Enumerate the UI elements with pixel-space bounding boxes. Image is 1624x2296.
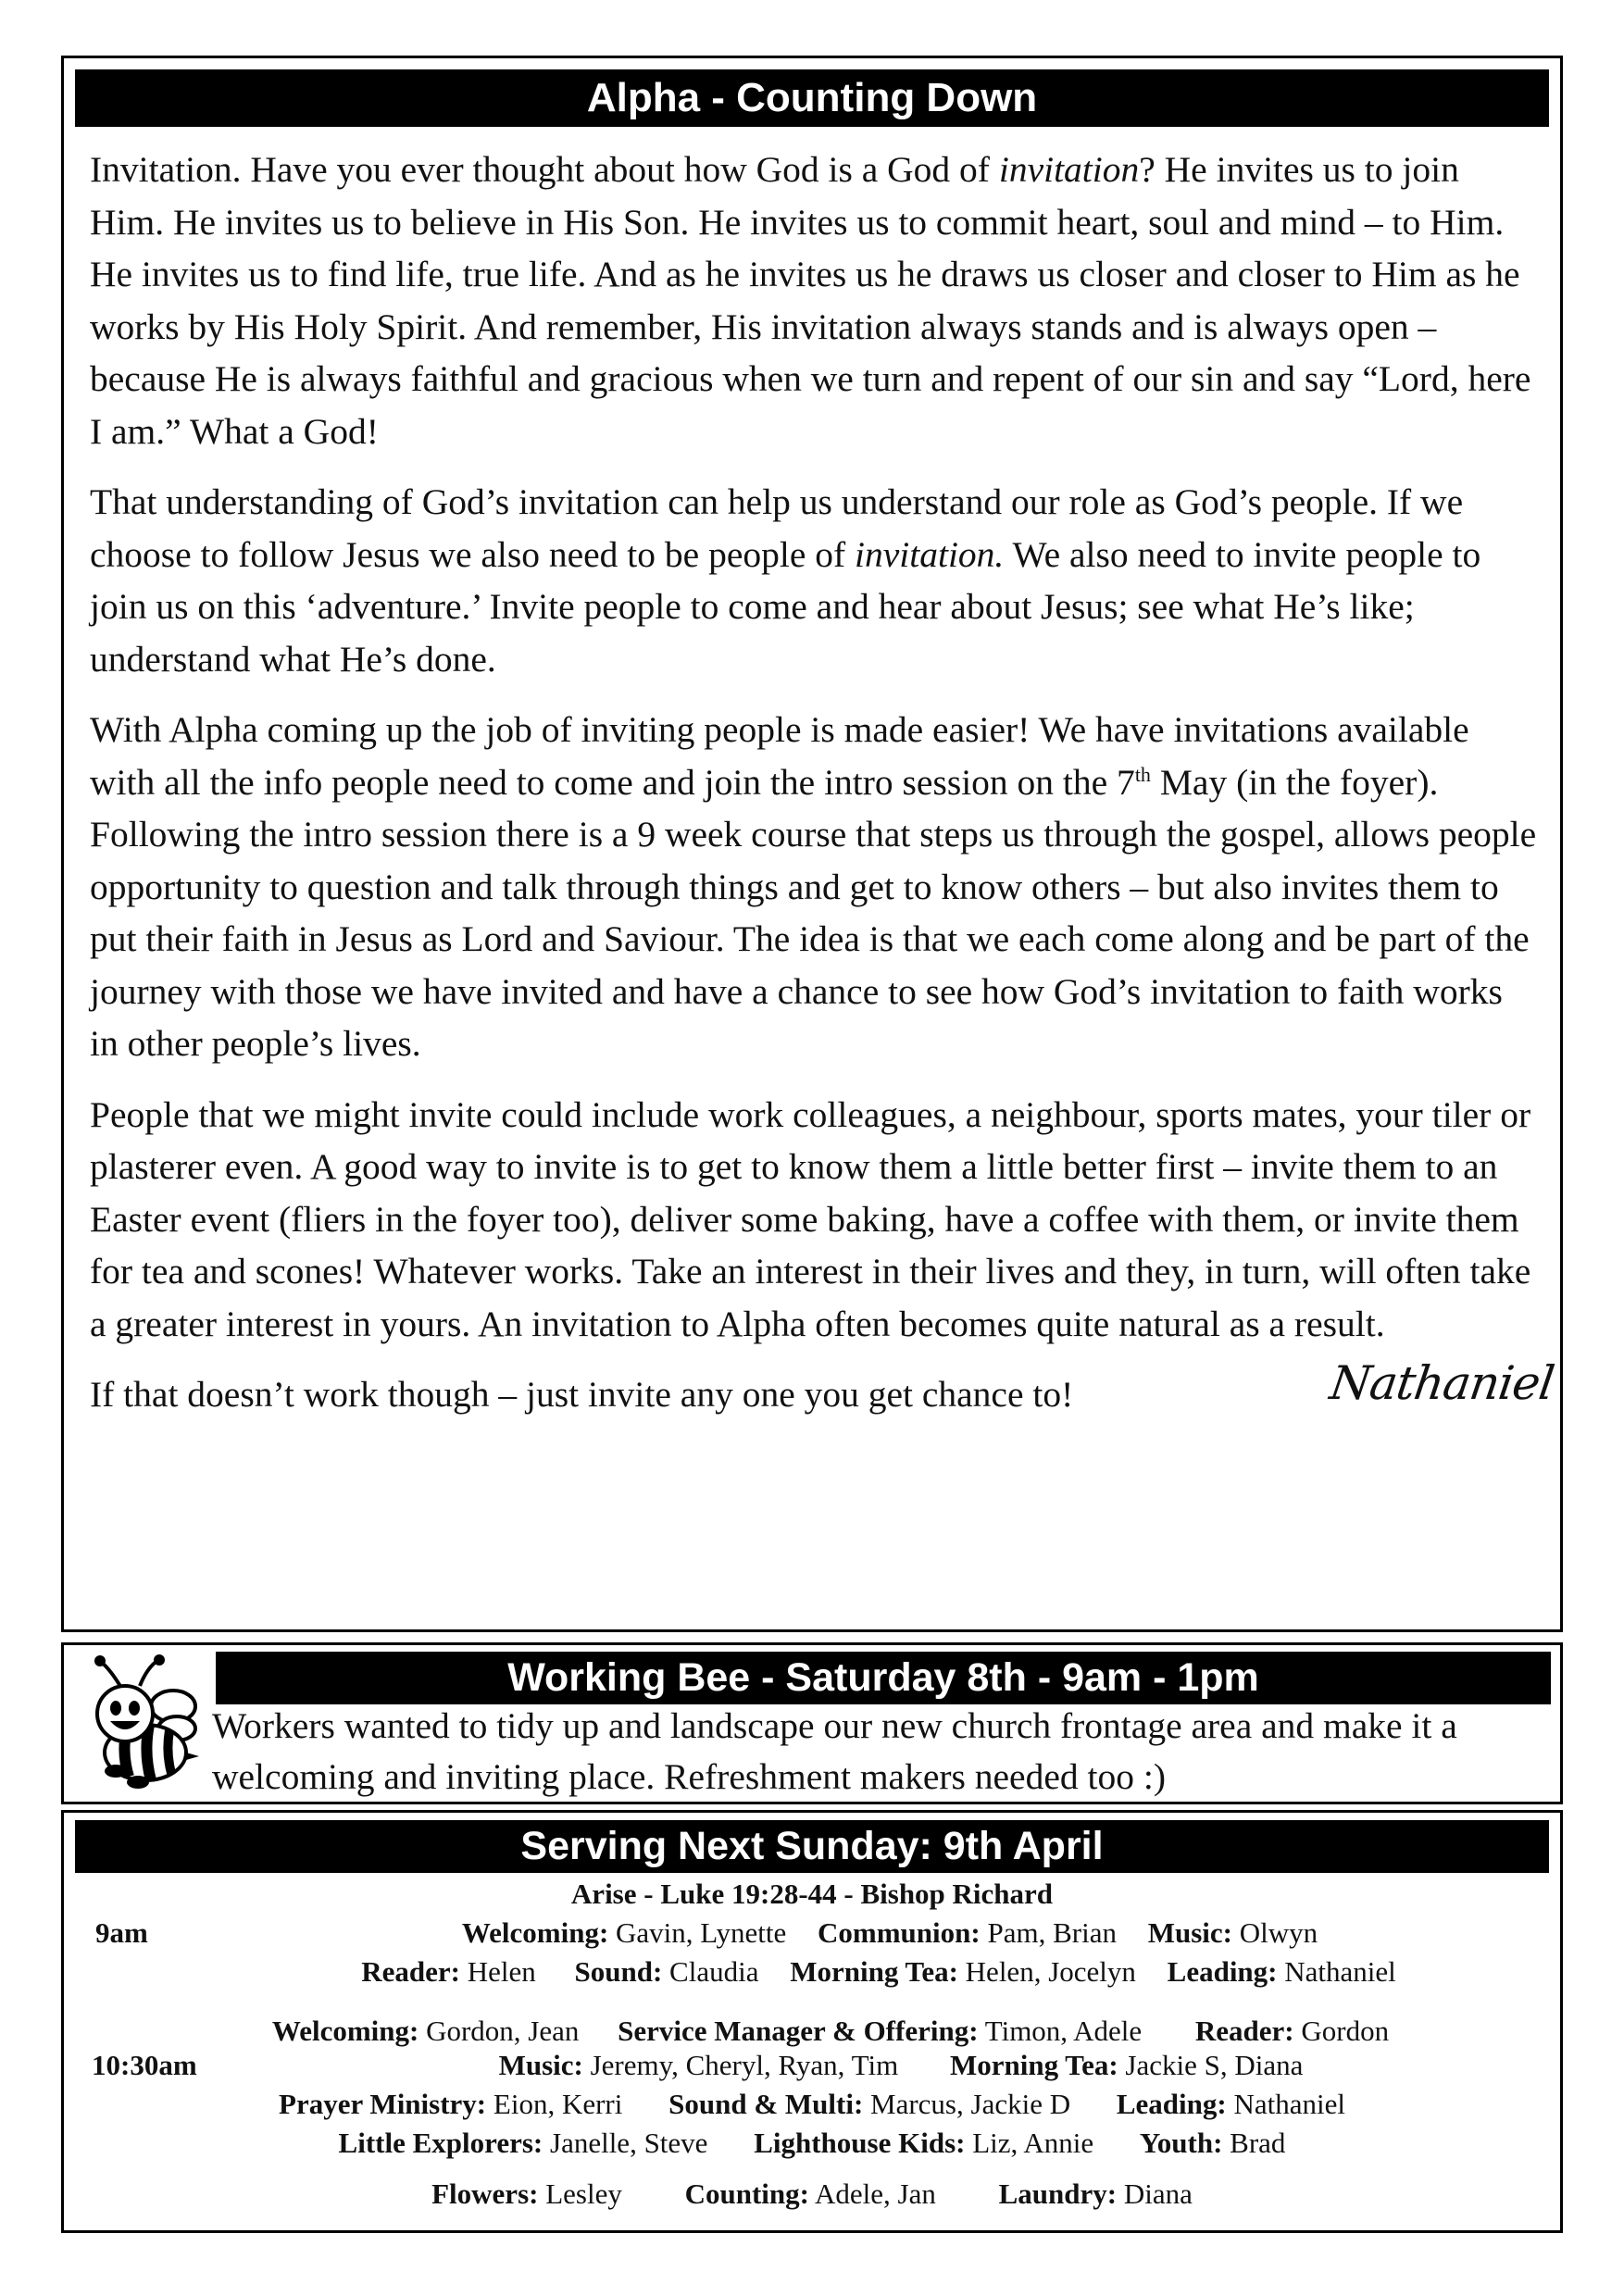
p2-text-a: That understanding of God’s invitation can help us understand our role as God’s people. If we choose to follow Jesus we also need to be people of <box>90 481 1464 575</box>
serving-roster <box>61 1810 1563 2233</box>
roster-9am-line-2 <box>64 1955 1624 1989</box>
roster-1030-line-1 <box>64 2015 1579 2048</box>
roster-1030-line-4 <box>64 2127 1560 2160</box>
p2-text-b: We also need to invite people to join us on this ‘adventure.’ Invite people to come and hear about Jesus; see what He’s like; understand what He’s done. <box>90 533 1481 680</box>
p3-superscript: th <box>1134 762 1151 786</box>
value: Jeremy, Cheryl, Ryan, Tim <box>590 2049 899 2081</box>
label: Service Manager & Offering: <box>618 2015 979 2047</box>
working-bee-notice <box>61 1642 1563 1804</box>
alpha-paragraph-4: People that we might invite could include work colleagues, a neighbour, sports mates, your tiler or plasterer even. A good way to invite is to get to know them a little better first – invite them to an Easter event (fliers in the foyer too), deliver some baking, have a coffee with them, or invite them for tea and scones! Whatever works. Take an interest in their lives and they, in turn, will often take a greater interest in yours. An invitation to Alpha often becomes quite natural as a result. <box>90 1093 1531 1344</box>
roster-1030-line-2 <box>64 2049 1624 2082</box>
serving-subtitle <box>64 1878 1560 1911</box>
value: Janelle, Steve <box>550 2127 708 2159</box>
working-bee-title: Working Bee - Saturday 8th - 9am - 1pm <box>216 1652 1551 1704</box>
label: Counting: <box>684 2177 809 2210</box>
alpha-paragraph-1 <box>90 144 1540 457</box>
value: Adele, Jan <box>815 2177 936 2210</box>
alpha-title: Alpha - Counting Down <box>75 69 1549 127</box>
roster-1030-line-3 <box>64 2088 1560 2121</box>
alpha-paragraph-2 <box>90 476 1540 685</box>
label: Leading: <box>1116 2088 1227 2120</box>
label: Youth: <box>1139 2127 1223 2159</box>
roster-extra-line <box>64 2177 1560 2211</box>
alpha-body <box>90 144 1557 1421</box>
value: Marcus, Jackie D <box>870 2088 1071 2120</box>
label: Reader: <box>361 1955 460 1988</box>
value: Nathaniel <box>1233 2088 1345 2120</box>
alpha-paragraph-5 <box>90 1356 1557 1421</box>
value: Olwyn <box>1239 1916 1318 1949</box>
label: Welcoming: <box>461 1916 609 1949</box>
label: Little Explorers: <box>338 2127 543 2159</box>
p2-emphasis: invitation. <box>855 533 1005 575</box>
label: Communion: <box>818 1916 981 1949</box>
subtitle-text: Arise - Luke 19:28-44 - Bishop Richard <box>570 1878 1054 1910</box>
p1-text-a: Invitation. Have you ever thought about how God is a God of <box>90 149 999 190</box>
value: Gordon <box>1301 2015 1390 2047</box>
value: Diana <box>1123 2177 1193 2210</box>
value: Helen, Jocelyn <box>965 1955 1136 1988</box>
value: Claudia <box>669 1955 759 1988</box>
time-1030am: 10:30am <box>92 2049 197 2081</box>
roster-9am-line-1 <box>64 1916 1624 1950</box>
value: Nathaniel <box>1284 1955 1396 1988</box>
working-bee-text: Workers wanted to tidy up and landscape our new church frontage area and make it a welcoming and inviting place. Refreshment makers needed too :) <box>212 1705 1457 1797</box>
value: Timon, Adele <box>984 2015 1143 2047</box>
label: Leading: <box>1167 1955 1278 1988</box>
label: Music: <box>1147 1916 1232 1949</box>
p1-emphasis: invitation <box>998 149 1140 190</box>
signature: Nathaniel <box>1326 1356 1557 1410</box>
value: Helen <box>467 1955 536 1988</box>
value: Gavin, Lynette <box>616 1916 787 1949</box>
label: Sound: <box>574 1955 663 1988</box>
serving-title: Serving Next Sunday: 9th April <box>75 1820 1549 1873</box>
value: Pam, Brian <box>987 1916 1117 1949</box>
value: Jackie S, Diana <box>1125 2049 1304 2081</box>
alpha-article <box>61 56 1563 1632</box>
label: Music: <box>498 2049 583 2081</box>
p3-text-a: With Alpha coming up the job of inviting people is made easier! We have invitations available with all the info people need to come and join the intro session on the 7 <box>90 709 1469 803</box>
label: Prayer Ministry: <box>279 2088 487 2120</box>
label: Morning Tea: <box>949 2049 1118 2081</box>
value: Liz, Annie <box>972 2127 1094 2159</box>
label: Sound & Multi: <box>668 2088 864 2120</box>
value: Brad <box>1230 2127 1286 2159</box>
value: Gordon, Jean <box>426 2015 580 2047</box>
p5-text: If that doesn’t work though – just invite any one you get chance to! <box>90 1374 1074 1415</box>
p1-text-b: ? He invites us to join Him. He invites us to believe in His Son. He invites us to commit heart, soul and mind – to Him. He invites us to find life, true life. And as he invites us he draws us closer and closer to Him as he works by His Holy Spirit. And remember, His invitation always stands and is always open – because He is always faithful and gracious when we turn and repent of our sin and say “Lord, here I am.” What a God! <box>90 149 1531 452</box>
bee-icon <box>73 1653 203 1791</box>
label: Reader: <box>1194 2015 1294 2047</box>
label: Morning Tea: <box>790 1955 958 1988</box>
value: Eion, Kerri <box>493 2088 623 2120</box>
time-9am: 9am <box>95 1916 148 1949</box>
alpha-paragraph-3 <box>90 704 1540 1070</box>
label: Lighthouse Kids: <box>754 2127 966 2159</box>
label: Flowers: <box>431 2177 539 2210</box>
label: Laundry: <box>998 2177 1118 2210</box>
label: Welcoming: <box>271 2015 419 2047</box>
value: Lesley <box>545 2177 622 2210</box>
p3-text-b: May (in the foyer). Following the intro session there is a 9 week course that steps us through the gospel, allows people opportunity to question and talk through things and get to know others – but also invites them to put their faith in Jesus as Lord and Saviour. The idea is that we each come along and be part of the journey with those we have invited and have a chance to see how God’s invitation to faith works in other people’s lives. <box>90 761 1537 1064</box>
